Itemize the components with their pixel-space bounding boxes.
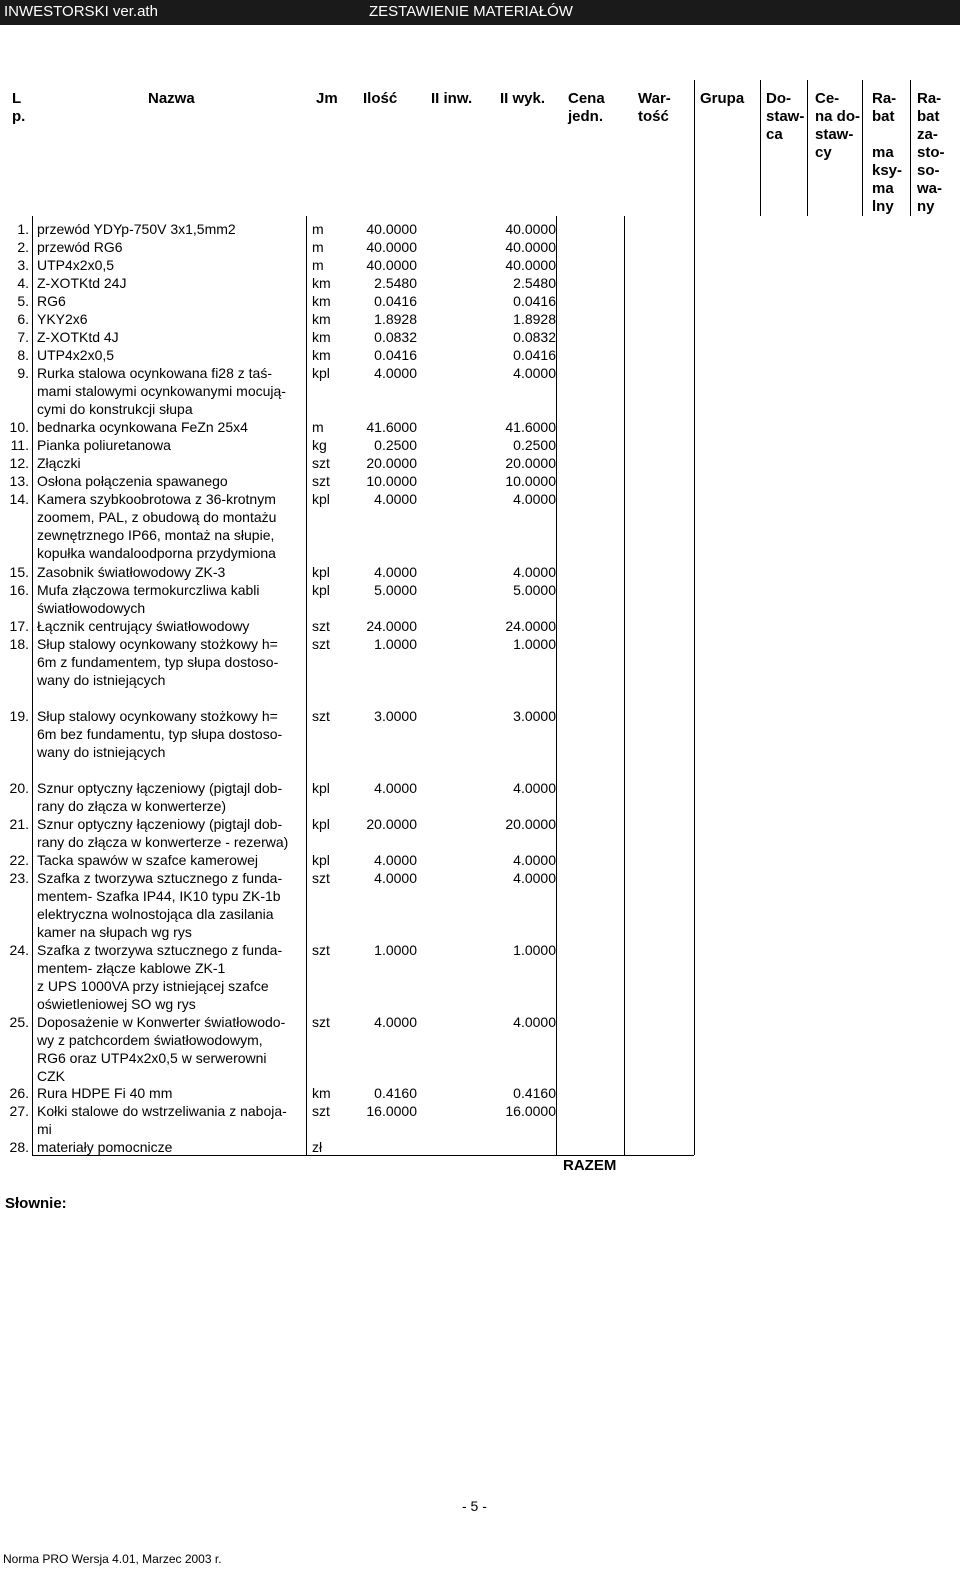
row-jm: kpl [312, 582, 330, 598]
row-name: Zasobnik światłowodowy ZK-3 [37, 564, 226, 580]
row-ilosc: 1.0000 [374, 636, 417, 652]
col-lp: L p. [12, 90, 26, 125]
row-jm: km [312, 293, 331, 309]
row-ii-wyk: 24.0000 [505, 618, 556, 634]
row-jm: kpl [312, 780, 330, 796]
row-ii-wyk: 0.0832 [513, 329, 556, 345]
row-name: RG6 [37, 293, 66, 309]
row-ii-wyk: 4.0000 [513, 365, 556, 381]
row-ilosc: 4.0000 [374, 564, 417, 580]
title-bar [0, 0, 960, 25]
row-name: Sznur optyczny łączeniowy (pigtajl dob- rany do złącza w konwerterze - rezerwa) [37, 816, 289, 850]
col-ilosc: Ilość [363, 90, 398, 107]
row-lp: 19. [9, 708, 29, 724]
row-jm: m [312, 419, 324, 435]
row-ilosc: 1.0000 [374, 942, 417, 958]
row-ii-wyk: 40.0000 [505, 239, 556, 255]
document-title: ZESTAWIENIE MATERIAŁÓW [369, 3, 573, 20]
row-ilosc: 0.0416 [374, 293, 417, 309]
row-ii-wyk: 0.4160 [513, 1085, 556, 1101]
row-name: Słup stalowy ocynkowany stożkowy h= 6m z fundamentem, typ słupa dostoso- wany do istniejących [37, 636, 279, 688]
row-name: Z-XOTKtd 24J [37, 275, 127, 291]
row-lp: 3. [17, 257, 29, 273]
row-lp: 7. [17, 329, 29, 345]
row-jm: szt [312, 473, 330, 489]
row-name: Rurka stalowa ocynkowana fi28 z taś- mami stalowymi ocynkowanymi mocują- cymi do konstrukcji słupa [37, 365, 286, 417]
row-name: Szafka z tworzywa sztucznego z funda- mentem- złącze kablowe ZK-1 z UPS 1000VA przy istniejącej szafce oświetleniowej SO wg rys [37, 942, 283, 1012]
row-ilosc: 0.2500 [374, 437, 417, 453]
row-lp: 11. [10, 437, 29, 453]
col-rabat-zastosowany: Ra- bat za- sto- so- wa- ny [917, 90, 945, 215]
row-lp: 22. [9, 852, 29, 868]
row-name: przewód YDYp-750V 3x1,5mm2 [37, 221, 236, 237]
row-jm: kpl [312, 491, 330, 507]
row-jm: szt [312, 1014, 330, 1030]
row-ii-wyk: 5.0000 [513, 582, 556, 598]
row-lp: 21. [9, 816, 29, 832]
row-lp: 1. [17, 221, 29, 237]
row-jm: kg [312, 437, 327, 453]
grid-line [807, 80, 808, 216]
col-cena-dostawcy: Ce- na do- staw- cy [815, 90, 860, 161]
row-jm: szt [312, 1103, 330, 1119]
row-ilosc: 20.0000 [366, 816, 417, 832]
row-name: bednarka ocynkowana FeZn 25x4 [37, 419, 248, 435]
grid-line [862, 80, 863, 216]
row-jm: szt [312, 942, 330, 958]
col-cena: Cena jedn. [568, 90, 605, 125]
row-name: Kamera szybkoobrotowa z 36-krotnym zoomem, PAL, z obudową do montażu zewnętrznego IP66, montaż na słupie, kopułka wandaloodporna przydymiona [37, 491, 277, 561]
grid-line [760, 80, 761, 216]
row-ii-wyk: 4.0000 [513, 870, 556, 886]
row-lp: 8. [17, 347, 29, 363]
row-jm: km [312, 1085, 331, 1101]
row-lp: 27. [9, 1103, 29, 1119]
row-ilosc: 40.0000 [366, 221, 417, 237]
row-name: Łącznik centrujący światłowodowy [37, 618, 250, 634]
row-lp: 17. [9, 618, 29, 634]
row-ilosc: 0.0832 [374, 329, 417, 345]
row-lp: 15. [9, 564, 29, 580]
row-jm: km [312, 275, 331, 291]
row-ilosc: 10.0000 [366, 473, 417, 489]
row-lp: 28. [9, 1139, 29, 1155]
footer-note: Norma PRO Wersja 4.01, Marzec 2003 r. [3, 1552, 222, 1566]
row-name: YKY2x6 [37, 311, 88, 327]
row-jm: szt [312, 618, 330, 634]
row-ii-wyk: 4.0000 [513, 1014, 556, 1030]
row-ii-wyk: 1.0000 [513, 942, 556, 958]
row-ilosc: 4.0000 [374, 870, 417, 886]
col-dostawca: Do- staw- ca [766, 90, 805, 143]
col-grupa: Grupa [700, 90, 745, 107]
row-ii-wyk: 40.0000 [505, 221, 556, 237]
row-lp: 18. [9, 636, 29, 652]
row-ilosc: 4.0000 [374, 852, 417, 868]
row-lp: 9. [17, 365, 29, 381]
row-lp: 13. [9, 473, 29, 489]
row-name: Kołki stalowe do wstrzeliwania z naboja- mi [37, 1103, 287, 1137]
row-name: Sznur optyczny łączeniowy (pigtajl dob- rany do złącza w konwerterze) [37, 780, 283, 814]
row-name: Osłona połączenia spawanego [37, 473, 228, 489]
row-name: Szafka z tworzywa sztucznego z funda- mentem- Szafka IP44, IK10 typu ZK-1b elektryczna wolnostojąca dla zasilania kamer na słupach wg rys [37, 870, 283, 940]
row-lp: 20. [9, 780, 29, 796]
row-ii-wyk: 4.0000 [513, 780, 556, 796]
row-ii-wyk: 20.0000 [505, 455, 556, 471]
row-name: UTP4x2x0,5 [37, 257, 115, 273]
row-jm: szt [312, 870, 330, 886]
row-jm: kpl [312, 564, 330, 580]
row-name: przewód RG6 [37, 239, 123, 255]
row-lp: 2. [17, 239, 29, 255]
row-ii-wyk: 10.0000 [505, 473, 556, 489]
row-name: materiały pomocnicze [37, 1139, 173, 1155]
row-name: Mufa złączowa termokurczliwa kabli światłowodowych [37, 582, 260, 616]
col-rabat-maksymalny: Ra- bat ma ksy- ma lny [872, 90, 903, 215]
row-ilosc: 4.0000 [374, 1014, 417, 1030]
row-ilosc: 40.0000 [366, 239, 417, 255]
grid-line [556, 216, 557, 1155]
row-name: Tacka spawów w szafce kamerowej [37, 852, 258, 868]
row-ilosc: 3.0000 [374, 708, 417, 724]
row-ii-wyk: 20.0000 [505, 816, 556, 832]
row-jm: m [312, 221, 324, 237]
app-title: INWESTORSKI ver.ath [4, 3, 158, 20]
row-ii-wyk: 0.2500 [513, 437, 556, 453]
col-nazwa: Nazwa [148, 90, 195, 107]
row-ilosc: 0.4160 [374, 1085, 417, 1101]
row-ii-wyk: 2.5480 [513, 275, 556, 291]
row-lp: 16. [9, 582, 29, 598]
row-jm: m [312, 257, 324, 273]
row-ilosc: 20.0000 [366, 455, 417, 471]
col-jm: Jm [316, 90, 338, 107]
row-ilosc: 1.8928 [374, 311, 417, 327]
row-lp: 5. [17, 293, 29, 309]
row-name: Z-XOTKtd 4J [37, 329, 119, 345]
row-jm: km [312, 347, 331, 363]
row-lp: 12. [9, 455, 29, 471]
row-lp: 26. [9, 1085, 29, 1101]
row-name: Słup stalowy ocynkowany stożkowy h= 6m bez fundamentu, typ słupa dostoso- wany do istniejących [37, 708, 283, 760]
row-ilosc: 16.0000 [366, 1103, 417, 1119]
row-ii-wyk: 4.0000 [513, 564, 556, 580]
row-ii-wyk: 41.6000 [505, 419, 556, 435]
row-ilosc: 0.0416 [374, 347, 417, 363]
row-jm: m [312, 239, 324, 255]
col-ii-inw: II inw. [431, 90, 473, 107]
row-jm: km [312, 311, 331, 327]
row-name: Złączki [37, 455, 81, 471]
row-jm: szt [312, 636, 330, 652]
col-ii-wyk: II wyk. [500, 90, 546, 107]
grid-line [910, 80, 911, 216]
row-ii-wyk: 3.0000 [513, 708, 556, 724]
row-lp: 23. [9, 870, 29, 886]
page-number: - 5 - [462, 1498, 487, 1514]
row-ilosc: 2.5480 [374, 275, 417, 291]
row-ilosc: 40.0000 [366, 257, 417, 273]
row-ii-wyk: 4.0000 [513, 491, 556, 507]
row-ii-wyk: 1.8928 [513, 311, 556, 327]
row-lp: 10. [9, 419, 29, 435]
row-lp: 4. [17, 275, 29, 291]
row-lp: 6. [17, 311, 29, 327]
row-jm: szt [312, 455, 330, 471]
row-ilosc: 41.6000 [366, 419, 417, 435]
row-jm: szt [312, 708, 330, 724]
row-ilosc: 4.0000 [374, 365, 417, 381]
row-name: Pianka poliuretanowa [37, 437, 171, 453]
row-lp: 24. [9, 942, 29, 958]
grid-line [32, 216, 33, 1155]
grid-line [306, 216, 307, 1155]
row-jm: kpl [312, 816, 330, 832]
row-lp: 25. [9, 1014, 29, 1030]
row-ii-wyk: 1.0000 [513, 636, 556, 652]
row-name: Rura HDPE Fi 40 mm [37, 1085, 173, 1101]
slownie-label: Słownie: [5, 1195, 67, 1212]
row-name: UTP4x2x0,5 [37, 347, 115, 363]
row-ii-wyk: 4.0000 [513, 852, 556, 868]
col-wartosc: War- tość [638, 90, 671, 125]
row-ilosc: 24.0000 [366, 618, 417, 634]
row-ii-wyk: 0.0416 [513, 293, 556, 309]
row-lp: 14. [9, 491, 29, 507]
row-ilosc: 5.0000 [374, 582, 417, 598]
row-ii-wyk: 0.0416 [513, 347, 556, 363]
row-name: Doposażenie w Konwerter światłowodo- wy z patchcordem światłowodowym, RG6 oraz UTP4x2x0,5 w serwerowni CZK [37, 1014, 286, 1084]
row-ii-wyk: 40.0000 [505, 257, 556, 273]
grid-line [694, 80, 695, 1155]
grid-line [624, 216, 625, 1155]
row-ilosc: 4.0000 [374, 491, 417, 507]
row-jm: kpl [312, 365, 330, 381]
row-jm: km [312, 329, 331, 345]
row-ilosc: 4.0000 [374, 780, 417, 796]
row-jm: zł [312, 1139, 323, 1155]
razem-label: RAZEM [563, 1157, 617, 1174]
row-jm: kpl [312, 852, 330, 868]
row-ii-wyk: 16.0000 [505, 1103, 556, 1119]
